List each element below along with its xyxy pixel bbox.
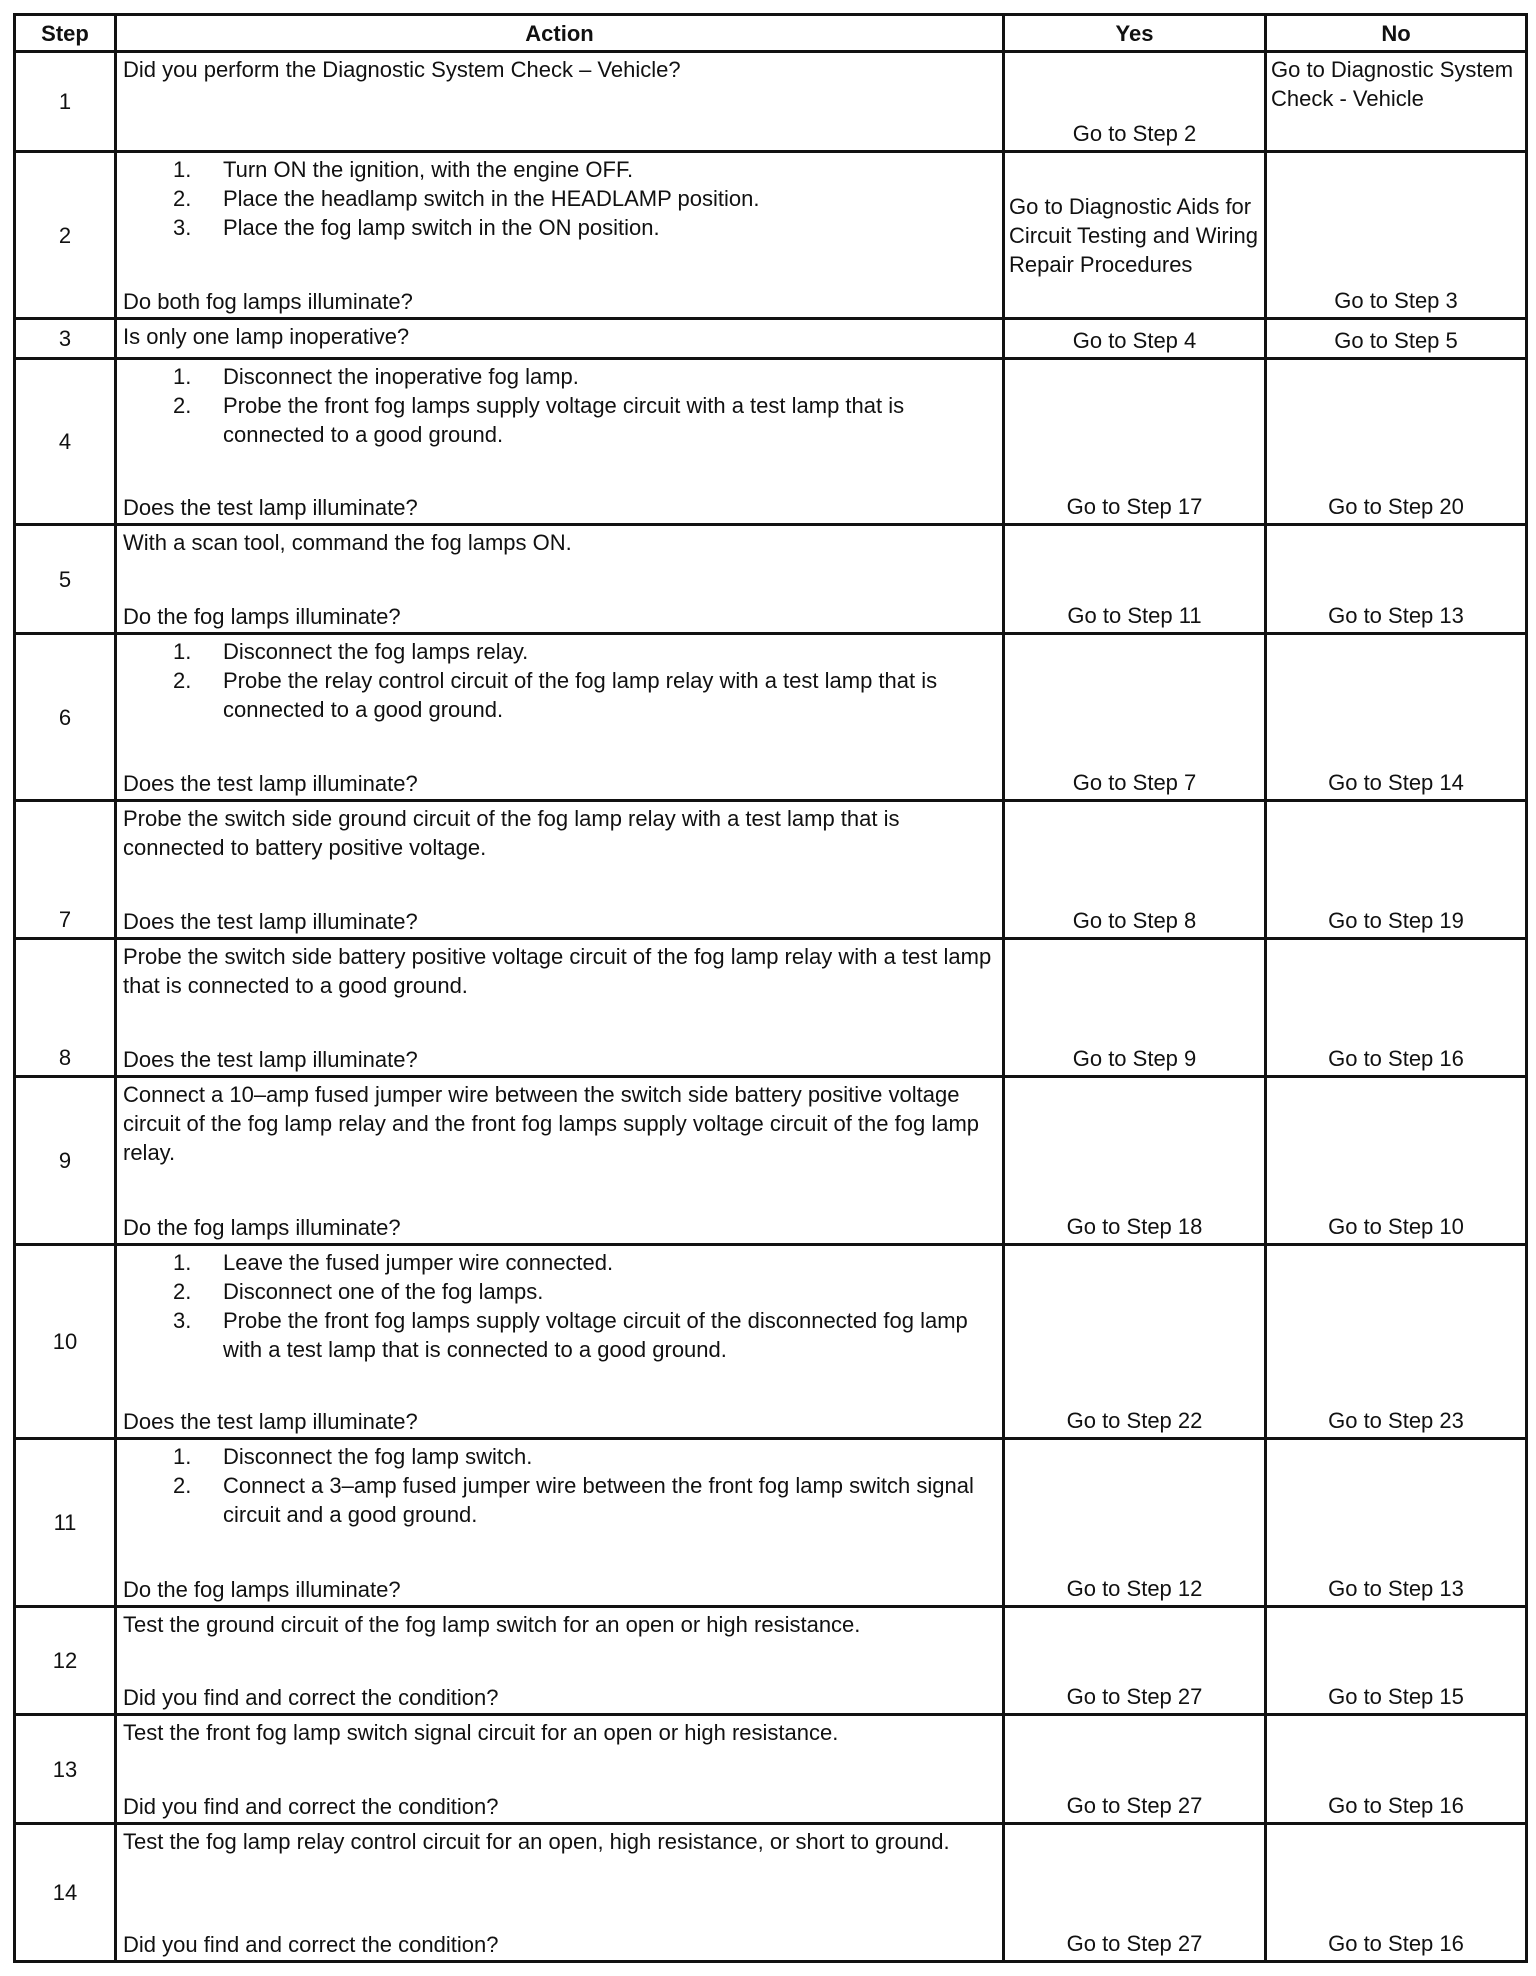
no-result: Go to Step 20 [1266, 359, 1527, 525]
header-row [15, 15, 1527, 52]
step-number: 10 [15, 1245, 116, 1439]
step-number: 13 [15, 1715, 116, 1824]
action-cell [116, 1715, 1004, 1824]
step-number: 2 [15, 152, 116, 319]
action-cell [116, 525, 1004, 634]
action-step-item [123, 213, 996, 242]
table-row [15, 939, 1527, 1077]
action-step-text: Disconnect the inoperative fog lamp. [223, 364, 579, 389]
action-step-item [123, 666, 996, 724]
table-row [15, 525, 1527, 634]
action-question: Did you find and correct the condition? [123, 1794, 499, 1819]
table-row [15, 152, 1527, 319]
table-row [15, 1715, 1527, 1824]
yes-result: Go to Step 17 [1004, 359, 1266, 525]
action-question: Do the fog lamps illuminate? [123, 604, 401, 629]
action-step-index: 1. [173, 157, 192, 182]
action-cell [116, 801, 1004, 939]
action-step-item [123, 155, 996, 184]
yes-result: Go to Step 27 [1004, 1824, 1266, 1962]
action-step-text: Disconnect one of the fog lamps. [223, 1279, 544, 1304]
action-step-index: 1. [173, 639, 192, 664]
yes-result: Go to Step 9 [1004, 939, 1266, 1077]
action-question: Does the test lamp illuminate? [123, 1409, 418, 1434]
no-result: Go to Step 5 [1266, 319, 1527, 359]
step-number: 14 [15, 1824, 116, 1962]
no-result: Go to Step 16 [1266, 1715, 1527, 1824]
step-number: 7 [15, 801, 116, 939]
action-question: Do the fog lamps illuminate? [123, 1577, 401, 1602]
yes-result: Go to Step 7 [1004, 634, 1266, 801]
yes-result: Go to Diagnostic Aids for Circuit Testing and Wiring Repair Procedures [1004, 152, 1266, 319]
action-cell [116, 634, 1004, 801]
action-step-item [123, 1442, 996, 1471]
action-step-item [123, 391, 996, 449]
step-number: 9 [15, 1077, 116, 1245]
action-question: Does the test lamp illuminate? [123, 771, 418, 796]
action-step-text: Turn ON the ignition, with the engine OFF. [223, 157, 634, 182]
table-row [15, 1824, 1527, 1962]
action-step-index: 2. [173, 668, 192, 693]
table-row [15, 359, 1527, 525]
action-text: Probe the switch side ground circuit of the fog lamp relay with a test lamp that is connected to battery positive voltage. [123, 806, 900, 860]
action-question: Did you find and correct the condition? [123, 1685, 499, 1710]
header-no: No [1266, 15, 1527, 52]
action-step-index: 1. [173, 1444, 192, 1469]
action-cell [116, 52, 1004, 152]
action-step-item [123, 1306, 996, 1364]
yes-result: Go to Step 22 [1004, 1245, 1266, 1439]
action-question: Does the test lamp illuminate? [123, 1047, 418, 1072]
action-step-index: 3. [173, 1308, 192, 1333]
step-number: 1 [15, 52, 116, 152]
table-row [15, 52, 1527, 152]
no-result: Go to Step 3 [1266, 152, 1527, 319]
action-text: Test the front fog lamp switch signal circuit for an open or high resistance. [123, 1720, 839, 1745]
step-number: 12 [15, 1607, 116, 1715]
action-step-item [123, 1248, 996, 1277]
no-result: Go to Diagnostic System Check - Vehicle [1266, 52, 1527, 152]
no-result: Go to Step 19 [1266, 801, 1527, 939]
action-steps-list [123, 1248, 996, 1364]
action-step-text: Probe the front fog lamps supply voltage circuit with a test lamp that is connected to a good ground. [223, 393, 905, 447]
action-cell [116, 319, 1004, 359]
action-question: Does the test lamp illuminate? [123, 909, 418, 934]
action-step-item [123, 362, 996, 391]
header-action: Action [116, 15, 1004, 52]
table-row [15, 1077, 1527, 1245]
yes-result: Go to Step 8 [1004, 801, 1266, 939]
no-result: Go to Step 10 [1266, 1077, 1527, 1245]
action-step-text: Place the headlamp switch in the HEADLAMP position. [223, 186, 760, 211]
action-cell [116, 1077, 1004, 1245]
action-cell [116, 1607, 1004, 1715]
yes-result: Go to Step 27 [1004, 1607, 1266, 1715]
no-result: Go to Step 16 [1266, 1824, 1527, 1962]
action-question: Does the test lamp illuminate? [123, 495, 418, 520]
yes-result: Go to Step 12 [1004, 1439, 1266, 1607]
action-step-index: 3. [173, 215, 192, 240]
yes-result: Go to Step 4 [1004, 319, 1266, 359]
action-steps-list [123, 362, 996, 449]
action-steps-list [123, 637, 996, 724]
diagnostic-table-page [13, 13, 1525, 1963]
table-row [15, 1607, 1527, 1715]
diagnostic-table [13, 13, 1528, 1963]
table-row [15, 634, 1527, 801]
no-result: Go to Step 23 [1266, 1245, 1527, 1439]
no-result: Go to Step 14 [1266, 634, 1527, 801]
yes-result: Go to Step 27 [1004, 1715, 1266, 1824]
no-result: Go to Step 15 [1266, 1607, 1527, 1715]
action-text: Test the fog lamp relay control circuit for an open, high resistance, or short to ground. [123, 1829, 950, 1854]
action-step-text: Disconnect the fog lamp switch. [223, 1444, 533, 1469]
action-cell [116, 1245, 1004, 1439]
action-text: Test the ground circuit of the fog lamp switch for an open or high resistance. [123, 1612, 861, 1637]
header-step: Step [15, 15, 116, 52]
action-step-index: 1. [173, 364, 192, 389]
step-number: 4 [15, 359, 116, 525]
no-result: Go to Step 13 [1266, 525, 1527, 634]
action-question: Did you find and correct the condition? [123, 1932, 499, 1957]
action-steps-list [123, 1442, 996, 1529]
action-step-index: 2. [173, 393, 192, 418]
yes-result: Go to Step 11 [1004, 525, 1266, 634]
action-steps-list [123, 155, 996, 242]
table-row [15, 1439, 1527, 1607]
step-number: 6 [15, 634, 116, 801]
no-result: Go to Step 13 [1266, 1439, 1527, 1607]
action-step-index: 2. [173, 186, 192, 211]
action-text: With a scan tool, command the fog lamps ON. [123, 530, 572, 555]
table-row [15, 801, 1527, 939]
action-step-item [123, 637, 996, 666]
no-result: Go to Step 16 [1266, 939, 1527, 1077]
step-number: 11 [15, 1439, 116, 1607]
action-cell [116, 1439, 1004, 1607]
action-step-text: Probe the front fog lamps supply voltage circuit of the disconnected fog lamp with a test lamp that is connected to a good ground. [223, 1308, 968, 1362]
yes-result: Go to Step 18 [1004, 1077, 1266, 1245]
action-cell [116, 152, 1004, 319]
action-step-index: 2. [173, 1279, 192, 1304]
table-row [15, 1245, 1527, 1439]
action-step-text: Leave the fused jumper wire connected. [223, 1250, 614, 1275]
action-cell [116, 359, 1004, 525]
action-step-text: Disconnect the fog lamps relay. [223, 639, 529, 664]
action-step-text: Place the fog lamp switch in the ON position. [223, 215, 660, 240]
action-step-item [123, 184, 996, 213]
step-number: 8 [15, 939, 116, 1077]
action-step-item [123, 1471, 996, 1529]
action-question: Do the fog lamps illuminate? [123, 1215, 401, 1240]
step-number: 3 [15, 319, 116, 359]
action-question: Do both fog lamps illuminate? [123, 289, 413, 314]
action-text: Is only one lamp inoperative? [123, 324, 410, 349]
action-step-index: 1. [173, 1250, 192, 1275]
action-cell [116, 1824, 1004, 1962]
action-step-text: Probe the relay control circuit of the fog lamp relay with a test lamp that is connected to a good ground. [223, 668, 938, 722]
action-step-index: 2. [173, 1473, 192, 1498]
action-text: Connect a 10–amp fused jumper wire between the switch side battery positive voltage circuit of the fog lamp relay and the front fog lamps supply voltage circuit of the fog lamp relay. [123, 1082, 980, 1165]
action-text: Did you perform the Diagnostic System Check – Vehicle? [123, 57, 681, 82]
action-cell [116, 939, 1004, 1077]
table-row [15, 319, 1527, 359]
yes-result: Go to Step 2 [1004, 52, 1266, 152]
step-number: 5 [15, 525, 116, 634]
header-yes: Yes [1004, 15, 1266, 52]
action-step-text: Connect a 3–amp fused jumper wire between the front fog lamp switch signal circuit and a good ground. [223, 1473, 974, 1527]
action-text: Probe the switch side battery positive voltage circuit of the fog lamp relay with a test lamp that is connected to a good ground. [123, 944, 992, 998]
action-step-item [123, 1277, 996, 1306]
